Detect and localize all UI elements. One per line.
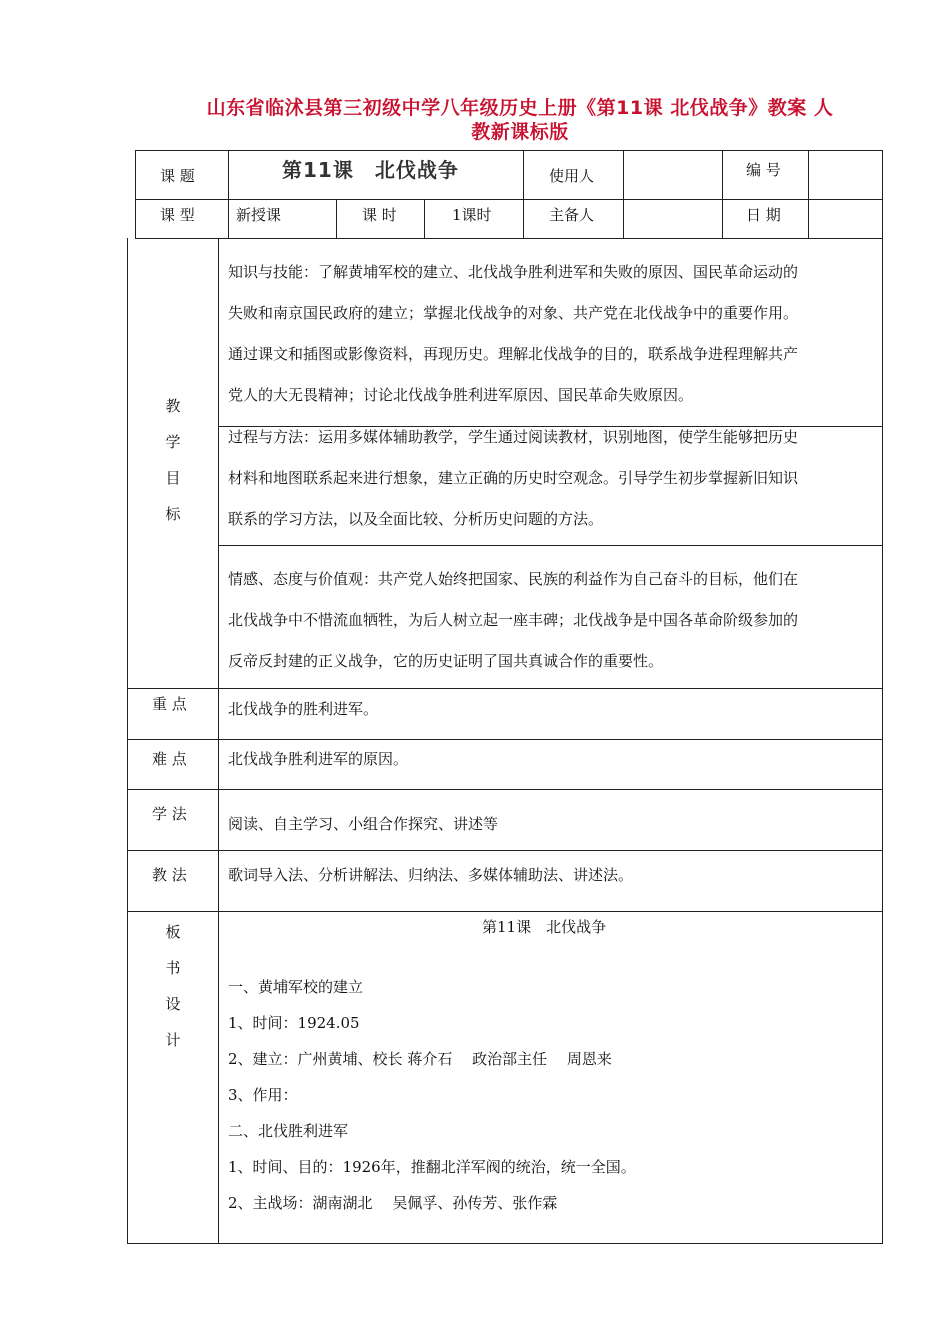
type-value: 新授课 <box>236 206 282 224</box>
row-divider-study <box>127 789 882 790</box>
header-col-divider-2 <box>523 150 524 238</box>
board-line: 一、黄埔军校的建立 <box>228 978 364 996</box>
study-method-label: 学 法 <box>152 805 187 823</box>
header-col-divider-1 <box>228 150 229 238</box>
header-top-border <box>135 150 882 151</box>
header-bottom-border <box>135 238 882 239</box>
paragraph-line: 知识与技能：了解黄埔军校的建立、北伐战争胜利进军和失败的原因、国民革命运动的 <box>228 263 799 281</box>
user-label: 使用人 <box>549 167 595 185</box>
objectives-label-char: 学 <box>165 433 181 451</box>
keti-label: 课 题 <box>160 167 195 185</box>
document-title <box>140 96 900 144</box>
board-label-char: 设 <box>165 995 181 1013</box>
board-heading: 第11课 北伐战争 <box>482 918 607 936</box>
main-right-border <box>882 238 883 1244</box>
main-bottom-border <box>127 1243 882 1244</box>
header-row-divider <box>135 199 882 200</box>
title-line-1: 山东省临沭县第三初级中学八年级历史上册《第11课 北伐战争》教案 人 <box>206 97 834 119</box>
row-divider-board <box>127 911 882 912</box>
paragraph-line: 失败和南京国民政府的建立；掌握北伐战争的对象、共产党在北伐战争中的重要作用。 <box>228 304 799 322</box>
paragraph-line: 联系的学习方法，以及全面比较、分析历史问题的方法。 <box>228 510 604 528</box>
paragraph-line: 反帝反封建的正义战争，它的历史证明了国共真诚合作的重要性。 <box>228 652 664 670</box>
title-line-2: 教新课标版 <box>471 121 569 143</box>
board-line: 3、作用： <box>228 1086 298 1104</box>
process-methods-paragraph <box>228 417 878 540</box>
paragraph-line: 材料和地图联系起来进行想象，建立正确的历史时空观念。引导学生初步掌握新旧知识 <box>228 469 799 487</box>
paragraph-line: 通过课文和插图或影像资料，再现历史。理解北伐战争的目的，联系战争进程理解共产 <box>228 345 799 363</box>
header-left-border <box>135 150 136 238</box>
paragraph-line: 党人的大无畏精神；讨论北伐战争胜利进军原因、国民革命失败原因。 <box>228 386 694 404</box>
objectives-label <box>158 388 188 532</box>
difficulty-label: 难 点 <box>152 750 187 768</box>
board-label-char: 板 <box>165 923 181 941</box>
number-label: 编 号 <box>746 161 781 179</box>
hours-label: 课 时 <box>362 206 397 224</box>
preparer-label: 主备人 <box>549 206 595 224</box>
board-line: 2、建立：广州黄埔、校长 蒋介石 政治部主任 周恩来 <box>228 1050 612 1068</box>
board-label-char: 计 <box>165 1031 181 1049</box>
difficulty-value: 北伐战争胜利进军的原因。 <box>228 750 409 768</box>
header-col-divider-5 <box>808 150 809 238</box>
header-row2-divider-a <box>336 199 337 238</box>
header-col-divider-3 <box>623 150 624 238</box>
objectives-label-char: 目 <box>165 469 181 487</box>
board-line: 2、主战场：湖南湖北 吴佩孚、孙传芳、张作霖 <box>228 1194 558 1212</box>
board-line: 1、时间：1924.05 <box>228 1014 360 1032</box>
knowledge-skills-paragraph <box>228 252 878 416</box>
paragraph-line: 过程与方法：运用多媒体辅助教学，学生通过阅读教材，识别地图，使学生能够把历史 <box>228 428 799 446</box>
teach-method-value: 歌词导入法、分析讲解法、归纳法、多媒体辅助法、讲述法。 <box>228 866 634 884</box>
objectives-divider-2 <box>218 545 882 546</box>
row-divider-difficulty <box>127 739 882 740</box>
key-point-label: 重 点 <box>152 695 187 713</box>
study-method-value: 阅读、自主学习、小组合作探究、讲述等 <box>228 815 499 833</box>
row-divider-keypoint <box>127 688 882 689</box>
paragraph-line: 情感、态度与价值观：共产党人始终把国家、民族的利益作为自己奋斗的目标，他们在 <box>228 570 799 588</box>
type-label: 课 型 <box>160 206 195 224</box>
main-left-border <box>127 238 128 1244</box>
objectives-label-char: 标 <box>165 505 181 523</box>
row-divider-teach <box>127 850 882 851</box>
date-label: 日 期 <box>746 206 781 224</box>
paragraph-line: 北伐战争中不惜流血牺牲，为后人树立起一座丰碑；北伐战争是中国各革命阶级参加的 <box>228 611 799 629</box>
header-right-border <box>882 150 883 238</box>
board-line: 二、北伐胜利进军 <box>228 1122 349 1140</box>
main-col-divider <box>218 238 219 1244</box>
objectives-label-char: 教 <box>165 397 181 415</box>
header-row2-divider-b <box>424 199 425 238</box>
board-label-char: 书 <box>165 959 181 977</box>
lesson-title-value: 第11课 北伐战争 <box>282 158 459 182</box>
key-point-value: 北伐战争的胜利进军。 <box>228 700 379 718</box>
teach-method-label: 教 法 <box>152 866 187 884</box>
hours-value: 1课时 <box>452 206 492 224</box>
emotion-values-paragraph <box>228 559 878 682</box>
board-line: 1、时间、目的：1926年，推翻北洋军阀的统治，统一全国。 <box>228 1158 636 1176</box>
header-col-divider-4 <box>722 150 723 238</box>
board-design-label <box>158 914 188 1058</box>
